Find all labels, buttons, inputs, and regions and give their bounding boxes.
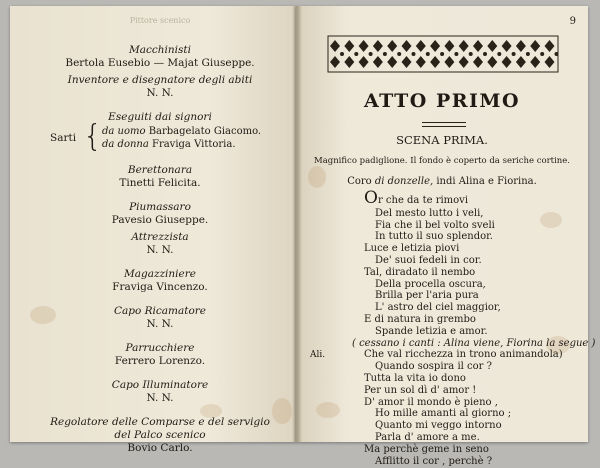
- credit-role: Berettonara: [127, 164, 193, 176]
- paper-stain: [316, 402, 340, 418]
- verse-line: Tutta la vita io dono: [364, 373, 466, 384]
- credit-name: N. N.: [146, 318, 174, 330]
- open-book: [10, 6, 596, 467]
- credit-role: Regolatore delle Comparse e del servigio: [50, 416, 270, 428]
- credit-name: N. N.: [146, 87, 174, 99]
- left-page: [10, 6, 296, 454]
- stage-direction: Magnifico padiglione. Il fondo è coperto da seriche cortine.: [313, 156, 571, 166]
- verse-line: Per un sol dì d' amor !: [364, 384, 477, 396]
- sarti-line-1: da uomo Barbagelato Giacomo.: [102, 126, 262, 137]
- chorus-line: Coro di donzelle, indi Alina e Fiorina.: [347, 176, 537, 187]
- page-number: 9: [569, 16, 576, 27]
- credit-name: N. N.: [146, 392, 174, 404]
- verse-line: Spande letizia e amor.: [375, 325, 488, 337]
- right-page: [296, 6, 596, 467]
- credit-name: Bertola Eusebio — Majat Giuseppe.: [65, 57, 255, 69]
- credit-role: Attrezzista: [131, 231, 189, 243]
- verse-line: Or che da te rimovi: [364, 188, 469, 208]
- verse-line: In tutto il suo splendor.: [375, 231, 493, 243]
- verse-line: Tal, diradato il nembo: [364, 266, 476, 278]
- verse-line: De' suoi fedeli in cor.: [375, 255, 482, 266]
- credit-name: Ferrero Lorenzo.: [114, 355, 206, 367]
- verse-line: Afflitto il cor , perchè ?: [375, 455, 493, 467]
- credits-column: [50, 14, 270, 455]
- verse-line: Ma perchè geme in seno: [364, 443, 489, 455]
- verse-line: Quanto mi veggo intorno: [375, 420, 502, 432]
- speaker-label: Ali.: [310, 350, 326, 361]
- verse-line: Quando sospira il cor ?: [375, 361, 492, 373]
- brace-glyph: {: [83, 119, 103, 154]
- running-head: Pittore scenico: [129, 16, 191, 25]
- verse-line: Fia che il bel volto sveli: [375, 219, 495, 231]
- verse-line: Ho mille amanti al giorno ;: [375, 408, 512, 420]
- double-rule: [422, 122, 466, 127]
- credit-name: Fraviga Vincenzo.: [112, 281, 208, 293]
- sarti-block: [50, 119, 270, 154]
- scene-title: SCENA PRIMA.: [396, 133, 488, 147]
- credit-role: Capo Ricamatore: [113, 305, 207, 317]
- credit-role: Macchinisti: [129, 44, 191, 56]
- verse-line: Luce e letizia piovi: [364, 243, 460, 255]
- verse-line: Parla d' amore a me.: [375, 432, 480, 443]
- credit-name: Pavesio Giuseppe.: [111, 214, 209, 226]
- paper-stain: [272, 398, 292, 424]
- credit-role: Piumassaro: [129, 201, 191, 213]
- credit-role: Inventore e disegnatore degli abiti: [67, 74, 253, 86]
- verse-line: Del mesto lutto i veli,: [375, 207, 484, 219]
- verse-line: Brilla per l'aria pura: [375, 290, 479, 302]
- credit-role: Magazziniere: [124, 268, 196, 280]
- book-gutter: [292, 6, 302, 442]
- credit-role: Eseguiti dai signori: [108, 111, 212, 123]
- credit-name: N. N.: [146, 244, 174, 256]
- verse-line: L' astro del ciel maggior,: [375, 302, 501, 314]
- ornament-headpiece-icon: [328, 32, 558, 76]
- verse-line: ( cessano i canti : Alina viene, Fiorina la segue ): [352, 337, 596, 349]
- credit-role: Capo Illuminatore: [111, 379, 209, 391]
- verse-line: E di natura in grembo: [364, 314, 476, 325]
- verse-line: Della procella oscura,: [375, 278, 486, 290]
- credit-role: Parrucchiere: [125, 342, 195, 354]
- sarti-line-2: da donna Fraviga Vittoria.: [102, 139, 236, 150]
- verse-line: D' amor il mondo è pieno ,: [364, 396, 498, 408]
- paper-stain: [540, 212, 562, 228]
- act-title: ATTO PRIMO: [363, 90, 520, 112]
- credit-name: Tinetti Felicita.: [119, 177, 201, 189]
- verse-line: Che val ricchezza in trono animandola): [364, 349, 563, 361]
- credit-name: Bovio Carlo.: [127, 442, 193, 454]
- credit-role: del Palco scenico: [114, 429, 206, 441]
- sarti-label: Sarti: [50, 132, 77, 144]
